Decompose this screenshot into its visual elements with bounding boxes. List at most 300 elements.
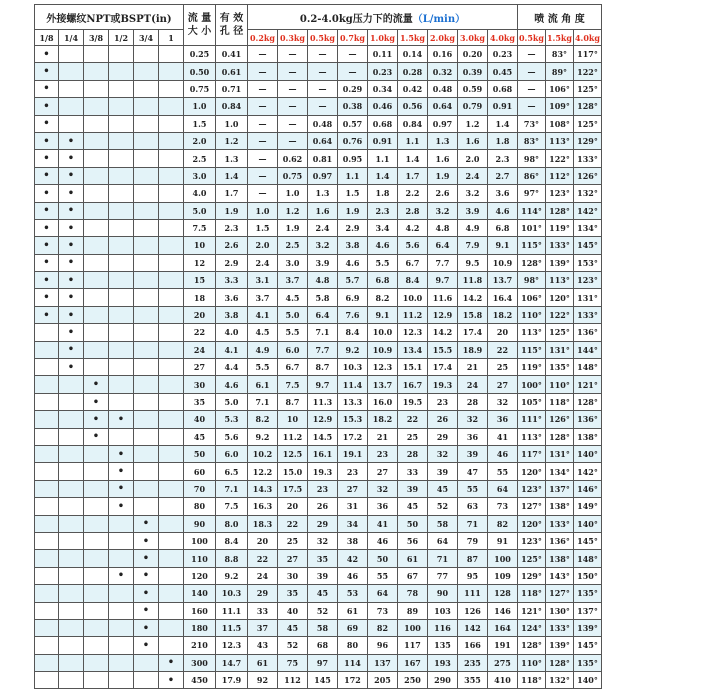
orifice-header [216, 5, 248, 46]
thread-cell [134, 532, 159, 549]
orifice-cell: 3.3 [216, 272, 248, 289]
flow-value-cell: 6.1 [248, 376, 278, 393]
flow-capacity-cell: 70 [184, 480, 216, 497]
bullet-icon: • [117, 466, 125, 478]
flow-value-cell: 2.4 [248, 254, 278, 271]
spray-angle-cell: 144° [574, 341, 602, 358]
thread-cell [109, 219, 134, 236]
flow-value-cell: 90 [428, 585, 458, 602]
flow-value-cell: 0.45 [488, 63, 518, 80]
flow-value-cell: 3.4 [368, 219, 398, 236]
spray-angle-cell: 138° [574, 428, 602, 445]
flow-capacity-cell: 4.0 [184, 185, 216, 202]
flow-value-cell: 80 [338, 637, 368, 654]
flow-capacity-cell: 110 [184, 550, 216, 567]
spray-angle-cell: 86° [518, 167, 546, 184]
flow-value-cell: 9.1 [488, 237, 518, 254]
flow-value-cell: 25 [278, 532, 308, 549]
spray-angle-cell: 122° [546, 306, 574, 323]
flow-value-cell: 6.0 [278, 341, 308, 358]
spray-angle-cell: 117° [574, 46, 602, 63]
flow-value-cell: — [308, 63, 338, 80]
thread-cell [159, 219, 184, 236]
thread-cell [59, 602, 84, 619]
flow-value-cell: 1.3 [308, 185, 338, 202]
bullet-icon: • [117, 570, 125, 582]
bullet-icon: • [67, 326, 75, 338]
flow-capacity-cell: 24 [184, 341, 216, 358]
thread-cell [84, 341, 109, 358]
flow-value-cell: 58 [308, 619, 338, 636]
bullet-icon: • [142, 639, 150, 651]
flow-value-cell: — [278, 63, 308, 80]
bullet-icon: • [92, 431, 100, 443]
flow-value-cell: 32 [488, 393, 518, 410]
flow-value-cell: 355 [458, 672, 488, 689]
flow-capacity-label: 流 量 大 小 [187, 13, 212, 37]
flow-capacity-cell: 12 [184, 254, 216, 271]
thread-cell [59, 619, 84, 636]
table-row [35, 498, 602, 515]
orifice-cell: 2.9 [216, 254, 248, 271]
thread-cell [84, 80, 109, 97]
flow-value-cell: 5.7 [338, 272, 368, 289]
orifice-cell: 0.84 [216, 98, 248, 115]
pressure-flow-title: 0.2-4.0kg压力下的流量 [299, 13, 413, 25]
thread-cell [84, 150, 109, 167]
flow-value-cell: 71 [428, 550, 458, 567]
flow-value-cell: 29 [308, 515, 338, 532]
thread-cell [109, 254, 134, 271]
flow-value-cell: 16.7 [398, 376, 428, 393]
thread-cell [109, 272, 134, 289]
thread-cell [35, 532, 59, 549]
thread-cell [109, 532, 134, 549]
flow-value-cell: 11.6 [428, 289, 458, 306]
flow-value-cell: 0.38 [338, 98, 368, 115]
flow-value-cell: 17.5 [278, 480, 308, 497]
flow-value-cell: — [248, 115, 278, 132]
flow-value-cell: 67 [398, 567, 428, 584]
spray-angle-cell: 137° [574, 602, 602, 619]
table-row [35, 63, 602, 80]
flow-value-cell: 0.23 [488, 46, 518, 63]
thread-cell [84, 132, 109, 149]
spray-angle-cell: 120° [546, 289, 574, 306]
pressure-col-header: 1.5kg [398, 30, 428, 46]
flow-value-cell: 4.1 [248, 306, 278, 323]
flow-capacity-cell: 180 [184, 619, 216, 636]
thread-cell [134, 515, 159, 532]
bullet-icon: • [67, 257, 75, 269]
flow-value-cell: 0.91 [368, 132, 398, 149]
thread-cell [35, 289, 59, 306]
flow-value-cell: 46 [368, 532, 398, 549]
flow-value-cell: 95 [458, 567, 488, 584]
thread-cell [84, 359, 109, 376]
thread-cell [84, 115, 109, 132]
thread-cell [35, 498, 59, 515]
flow-value-cell: 61 [338, 602, 368, 619]
flow-value-cell: 52 [278, 637, 308, 654]
spray-angle-cell: 123° [518, 532, 546, 549]
flow-value-cell: 1.2 [278, 202, 308, 219]
table-row [35, 359, 602, 376]
bullet-icon: • [117, 483, 125, 495]
spray-angle-cell: 134° [546, 463, 574, 480]
table-row [35, 654, 602, 671]
spray-angle-cell: 132° [574, 185, 602, 202]
flow-value-cell: 164 [488, 619, 518, 636]
spray-nozzle-flow-table [34, 4, 602, 689]
flow-value-cell: 73 [488, 498, 518, 515]
flow-value-cell: 0.91 [488, 98, 518, 115]
thread-cell [59, 132, 84, 149]
thread-cell [35, 63, 59, 80]
flow-value-cell: 16.0 [368, 393, 398, 410]
flow-capacity-cell: 7.5 [184, 219, 216, 236]
flow-value-cell: 10.0 [368, 324, 398, 341]
bullet-icon: • [67, 222, 75, 234]
flow-value-cell: 0.32 [428, 63, 458, 80]
flow-value-cell: 87 [458, 550, 488, 567]
spray-angle-cell: 115° [518, 237, 546, 254]
thread-cell [134, 254, 159, 271]
thread-cell [159, 341, 184, 358]
spray-angle-cell: 125° [546, 324, 574, 341]
flow-value-cell: 3.2 [428, 202, 458, 219]
thread-cell [109, 167, 134, 184]
flow-value-cell: 0.64 [428, 98, 458, 115]
flow-value-cell: 35 [308, 550, 338, 567]
thread-cell [159, 167, 184, 184]
thread-cell [159, 202, 184, 219]
flow-value-cell: 11.3 [308, 393, 338, 410]
flow-value-cell: 1.5 [248, 219, 278, 236]
spray-angle-cell: 148° [574, 550, 602, 567]
spray-angle-cell: 108° [546, 115, 574, 132]
bullet-icon: • [43, 292, 50, 304]
thread-cell [84, 463, 109, 480]
thread-cell [134, 306, 159, 323]
spray-angle-cell: 153° [574, 254, 602, 271]
spray-angle-cell: 136° [574, 411, 602, 428]
flow-value-cell: 22 [248, 550, 278, 567]
flow-value-cell: 21 [458, 359, 488, 376]
flow-value-cell: 146 [488, 602, 518, 619]
flow-value-cell: 0.59 [458, 80, 488, 97]
thread-cell [109, 672, 134, 689]
flow-value-cell: 2.4 [458, 167, 488, 184]
thread-cell [35, 567, 59, 584]
flow-value-cell: 6.7 [398, 254, 428, 271]
flow-value-cell: 12.2 [248, 463, 278, 480]
spray-angle-cell: 113° [518, 428, 546, 445]
spray-angle-cell: 150° [574, 567, 602, 584]
thread-cell [59, 654, 84, 671]
orifice-cell: 8.0 [216, 515, 248, 532]
thread-cell [35, 132, 59, 149]
flow-value-cell: 64 [368, 585, 398, 602]
thread-cell [134, 445, 159, 462]
flow-value-cell: 0.81 [308, 150, 338, 167]
flow-value-cell: 15.5 [428, 341, 458, 358]
spray-angle-cell: 120° [518, 515, 546, 532]
bullet-icon: • [142, 535, 150, 547]
thread-cell [109, 637, 134, 654]
thread-cell [59, 393, 84, 410]
column-subheaders [35, 30, 602, 46]
bullet-icon: • [67, 205, 75, 217]
flow-value-cell: 55 [368, 567, 398, 584]
flow-capacity-cell: 90 [184, 515, 216, 532]
thread-cell [84, 445, 109, 462]
flow-value-cell: 145 [308, 672, 338, 689]
flow-value-cell: 36 [488, 411, 518, 428]
thread-cell [35, 237, 59, 254]
thread-cell [59, 463, 84, 480]
flow-value-cell: — [248, 63, 278, 80]
flow-value-cell: 1.9 [278, 219, 308, 236]
flow-value-cell: 3.0 [278, 254, 308, 271]
flow-value-cell: 9.1 [368, 306, 398, 323]
spray-angle-cell: 137° [546, 480, 574, 497]
table-row [35, 254, 602, 271]
flow-value-cell: 193 [428, 654, 458, 671]
spray-angle-cell: 128° [518, 637, 546, 654]
thread-cell [84, 63, 109, 80]
thread-cell [84, 515, 109, 532]
table-row [35, 585, 602, 602]
thread-cell [134, 480, 159, 497]
flow-value-cell: 0.48 [428, 80, 458, 97]
flow-value-cell: 235 [458, 654, 488, 671]
thread-cell [134, 185, 159, 202]
thread-cell [134, 272, 159, 289]
spray-angle-cell: 123° [546, 185, 574, 202]
flow-value-cell: — [248, 80, 278, 97]
flow-value-cell: 1.7 [398, 167, 428, 184]
flow-value-cell: — [248, 46, 278, 63]
thread-cell [59, 150, 84, 167]
flow-value-cell: 1.6 [458, 132, 488, 149]
flow-value-cell: 53 [338, 585, 368, 602]
thread-cell [35, 672, 59, 689]
flow-value-cell: 9.5 [458, 254, 488, 271]
bullet-icon: • [92, 396, 100, 408]
flow-value-cell: 0.76 [338, 132, 368, 149]
thread-size-header: 外接螺纹NPT或BSPT(in) [35, 5, 184, 30]
thread-cell [134, 602, 159, 619]
thread-cell [35, 341, 59, 358]
flow-value-cell: 0.29 [338, 80, 368, 97]
table-row [35, 46, 602, 63]
flow-value-cell: 32 [428, 445, 458, 462]
flow-value-cell: 14.3 [248, 480, 278, 497]
thread-cell [59, 80, 84, 97]
thread-cell [35, 80, 59, 97]
orifice-cell: 3.8 [216, 306, 248, 323]
thread-cell [134, 63, 159, 80]
flow-value-cell: 4.6 [368, 237, 398, 254]
bullet-icon: • [43, 83, 50, 95]
thread-cell [59, 445, 84, 462]
orifice-cell: 10.3 [216, 585, 248, 602]
flow-value-cell: 9.7 [428, 272, 458, 289]
thread-cell [109, 480, 134, 497]
thread-cell [59, 254, 84, 271]
flow-value-cell: 0.95 [338, 150, 368, 167]
thread-cell [35, 654, 59, 671]
flow-capacity-header [184, 5, 216, 46]
flow-value-cell: 16.1 [308, 445, 338, 462]
flow-value-cell: 31 [338, 498, 368, 515]
pressure-col-header: 4.0kg [488, 30, 518, 46]
flow-value-cell: 15.8 [458, 306, 488, 323]
thread-cell [35, 185, 59, 202]
thread-cell [134, 654, 159, 671]
thread-cell [35, 376, 59, 393]
flow-value-cell: 7.5 [278, 376, 308, 393]
spray-angle-cell: 122° [574, 63, 602, 80]
flow-value-cell: 112 [278, 672, 308, 689]
thread-cell [59, 115, 84, 132]
spray-angle-cell: 126° [574, 167, 602, 184]
orifice-cell: 0.41 [216, 46, 248, 63]
spray-angle-cell: 118° [546, 393, 574, 410]
flow-value-cell: 77 [428, 567, 458, 584]
orifice-cell: 1.7 [216, 185, 248, 202]
flow-value-cell: 3.9 [458, 202, 488, 219]
flow-value-cell: 4.8 [428, 219, 458, 236]
flow-value-cell: 24 [248, 567, 278, 584]
flow-value-cell: 4.9 [248, 341, 278, 358]
thread-col-header: 1/8 [35, 30, 59, 46]
thread-cell [35, 202, 59, 219]
flow-value-cell: 16.4 [488, 289, 518, 306]
spray-angle-cell: 111° [518, 411, 546, 428]
spray-angle-cell: 119° [518, 359, 546, 376]
spray-angle-cell: 97° [518, 185, 546, 202]
thread-cell [59, 567, 84, 584]
thread-cell [109, 115, 134, 132]
flow-value-cell: 11.2 [398, 306, 428, 323]
thread-cell [84, 672, 109, 689]
spray-angle-cell: 128° [546, 428, 574, 445]
flow-value-cell: 36 [458, 428, 488, 445]
bullet-icon: • [67, 274, 75, 286]
flow-value-cell: 0.23 [368, 63, 398, 80]
thread-cell [84, 324, 109, 341]
thread-cell [84, 167, 109, 184]
thread-cell [134, 237, 159, 254]
flow-value-cell: 39 [398, 480, 428, 497]
flow-value-cell: 191 [488, 637, 518, 654]
flow-value-cell: 8.4 [398, 272, 428, 289]
spray-angle-cell: 125° [574, 115, 602, 132]
flow-value-cell: 20 [248, 532, 278, 549]
spray-angle-cell: 133° [546, 237, 574, 254]
flow-value-cell: 24 [458, 376, 488, 393]
flow-value-cell: 4.9 [458, 219, 488, 236]
thread-cell [134, 289, 159, 306]
thread-cell [134, 637, 159, 654]
flow-value-cell: 23 [338, 463, 368, 480]
thread-cell [159, 654, 184, 671]
flow-value-cell: 29 [248, 585, 278, 602]
bullet-icon: • [92, 379, 100, 391]
spray-angle-cell: 110° [546, 376, 574, 393]
thread-cell [109, 445, 134, 462]
flow-value-cell: 61 [398, 550, 428, 567]
table-row [35, 567, 602, 584]
spray-angle-cell: 115° [518, 341, 546, 358]
flow-value-cell: 1.1 [338, 167, 368, 184]
bullet-icon: • [142, 622, 150, 634]
spray-angle-cell: 73° [518, 115, 546, 132]
thread-cell [59, 98, 84, 115]
bullet-icon: • [43, 118, 50, 130]
flow-value-cell: 92 [248, 672, 278, 689]
table-row [35, 306, 602, 323]
flow-value-cell: — [278, 132, 308, 149]
orifice-cell: 0.61 [216, 63, 248, 80]
thread-cell [159, 272, 184, 289]
thread-cell [35, 515, 59, 532]
thread-col-header: 3/8 [84, 30, 109, 46]
spray-angle-cell: 125° [518, 550, 546, 567]
bullet-icon: • [43, 135, 50, 147]
thread-cell [159, 637, 184, 654]
bullet-icon: • [167, 674, 175, 686]
table-row [35, 324, 602, 341]
flow-capacity-cell: 210 [184, 637, 216, 654]
flow-value-cell: 1.8 [488, 132, 518, 149]
bullet-icon: • [43, 170, 50, 182]
flow-value-cell: 114 [338, 654, 368, 671]
spray-angle-cell: 128° [574, 98, 602, 115]
flow-value-cell: 8.2 [248, 411, 278, 428]
flow-value-cell: 3.7 [278, 272, 308, 289]
flow-value-cell: 0.84 [398, 115, 428, 132]
thread-cell [159, 428, 184, 445]
spray-angle-cell: 136° [546, 532, 574, 549]
thread-cell [35, 115, 59, 132]
table-row [35, 150, 602, 167]
thread-cell [59, 202, 84, 219]
spray-angle-cell: 133° [574, 150, 602, 167]
bullet-icon: • [43, 239, 50, 251]
spray-angle-cell: 109° [546, 98, 574, 115]
flow-value-cell: 2.9 [338, 219, 368, 236]
bullet-icon: • [142, 570, 150, 582]
flow-value-cell: 68 [308, 637, 338, 654]
flow-value-cell: 0.64 [308, 132, 338, 149]
flow-value-cell: 29 [428, 428, 458, 445]
flow-value-cell: 40 [278, 602, 308, 619]
thread-cell [159, 98, 184, 115]
bullet-icon: • [67, 292, 75, 304]
flow-value-cell: 28 [398, 445, 428, 462]
flow-value-cell: 9.7 [308, 376, 338, 393]
flow-value-cell: 1.4 [488, 115, 518, 132]
flow-value-cell: — [338, 63, 368, 80]
thread-cell [35, 46, 59, 63]
spray-angle-cell: 118° [518, 585, 546, 602]
flow-value-cell: 46 [488, 445, 518, 462]
flow-value-cell: — [248, 132, 278, 149]
thread-cell [134, 115, 159, 132]
